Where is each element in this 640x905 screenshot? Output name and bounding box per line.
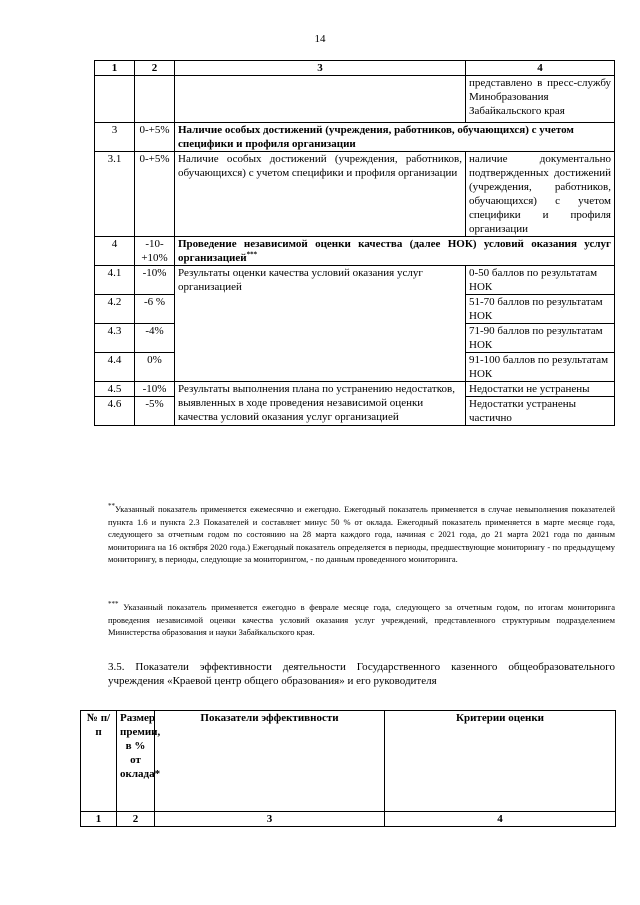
indicator-cell: Наличие особых достижений (учреждения, работников, обучающихся) с учетом специфики и профиля организации — [175, 152, 466, 237]
row-number: 4.2 — [95, 295, 135, 324]
table-header-row — [95, 61, 615, 76]
header-cell: 2 — [117, 812, 155, 827]
section-title: Проведение независимой оценки качества (далее НОК) условий оказания услуг организацией*** — [175, 237, 615, 266]
bonus-size: -10% — [135, 382, 175, 397]
row-number: 4.3 — [95, 324, 135, 353]
table-row — [95, 266, 615, 295]
row-number: 3.1 — [95, 152, 135, 237]
indicator-cell: Результаты оценки качества условий оказания услуг организацией — [175, 266, 466, 382]
table-row — [95, 382, 615, 397]
header-cell: 3 — [155, 812, 385, 827]
header-cell: Размер премии, в % от оклада* — [117, 711, 155, 812]
table-row — [95, 76, 615, 123]
footnote: **Указанный показатель применяется ежемесячно и ежегодно. Ежегодный показатель применяется в случае невыполнения показателей пункта 1.6 и пункта 2.3 Показателей и составляет минус 50 % от оклада. Ежегодный показатель применяется в марте месяце года, следующего за отчетным годом по состоянию на 28 марта каждого года, начиная с 2021 года, до 21 марта 2021 года по данным мониторинга на 16 октября 2020 года.) Ежегодный показатель определяется в периоды, предшествующие мониторингу - по предыдущему мониторингу, в периоды, следующие за мониторингом, - по данным проведенного мониторинга. — [108, 502, 615, 564]
table-header-row — [81, 812, 616, 827]
section-title: Наличие особых достижений (учреждения, работников, обучающихся) с учетом специфики и профиля организации — [175, 123, 615, 152]
efficiency-table-continued — [94, 60, 615, 426]
table-row — [95, 152, 615, 237]
efficiency-table-header — [80, 710, 616, 827]
page-number: 14 — [314, 33, 326, 45]
row-number: 3 — [95, 123, 135, 152]
header-cell: 2 — [135, 61, 175, 76]
header-cell: 4 — [385, 812, 616, 827]
bonus-size: -10% — [135, 266, 175, 295]
indicator-cell: Результаты выполнения плана по устранению недостатков, выявленных в ходе проведения независимой оценки качества условий оказания услуг организацией — [175, 382, 466, 426]
header-cell: Показатели эффективности — [155, 711, 385, 812]
row-number: 4.1 — [95, 266, 135, 295]
bonus-size: -5% — [135, 397, 175, 426]
bonus-size: 0-+5% — [135, 152, 175, 237]
criteria-cell: 71-90 баллов по результатам НОК — [466, 324, 615, 353]
table-row — [95, 123, 615, 152]
header-cell: 3 — [175, 61, 466, 76]
bonus-size: -10-+10% — [135, 237, 175, 266]
row-number: 4.5 — [95, 382, 135, 397]
criteria-cell: Недостатки устранены частично — [466, 397, 615, 426]
bonus-size: 0% — [135, 353, 175, 382]
criteria-cell: 51-70 баллов по результатам НОК — [466, 295, 615, 324]
bonus-size: -6 % — [135, 295, 175, 324]
row-number: 4.6 — [95, 397, 135, 426]
footnote: *** Указанный показатель применяется ежегодно в феврале месяце года, следующего за отчетным годом, по итогам мониторинга проведения независимой оценки качества условий оказания услуг учреждений, представленного структурным подразделением Министерства образования и науки Забайкальского края. — [108, 600, 615, 637]
table-row — [95, 237, 615, 266]
header-cell: 4 — [466, 61, 615, 76]
criteria-cell: Недостатки не устранены — [466, 382, 615, 397]
criteria-cell: представлено в пресс-службу Минобразования Забайкальского края — [466, 76, 615, 123]
bonus-size: 0-+5% — [135, 123, 175, 152]
header-cell: № п/п — [81, 711, 117, 812]
row-number: 4.4 — [95, 353, 135, 382]
header-cell: Критерии оценки — [385, 711, 616, 812]
criteria-cell: наличие документально подтвержденных достижений (учреждения, работников, обучающихся) с учетом специфики и профиля организации — [466, 152, 615, 237]
criteria-cell: 91-100 баллов по результатам НОК — [466, 353, 615, 382]
table-header-row — [81, 711, 616, 812]
row-number: 4 — [95, 237, 135, 266]
bonus-size: -4% — [135, 324, 175, 353]
criteria-cell: 0-50 баллов по результатам НОК — [466, 266, 615, 295]
section-heading: 3.5. Показатели эффективности деятельности Государственного казенного общеобразовательного учреждения «Краевой центр общего образования» и его руководителя — [108, 661, 615, 687]
header-cell: 1 — [95, 61, 135, 76]
header-cell: 1 — [81, 812, 117, 827]
